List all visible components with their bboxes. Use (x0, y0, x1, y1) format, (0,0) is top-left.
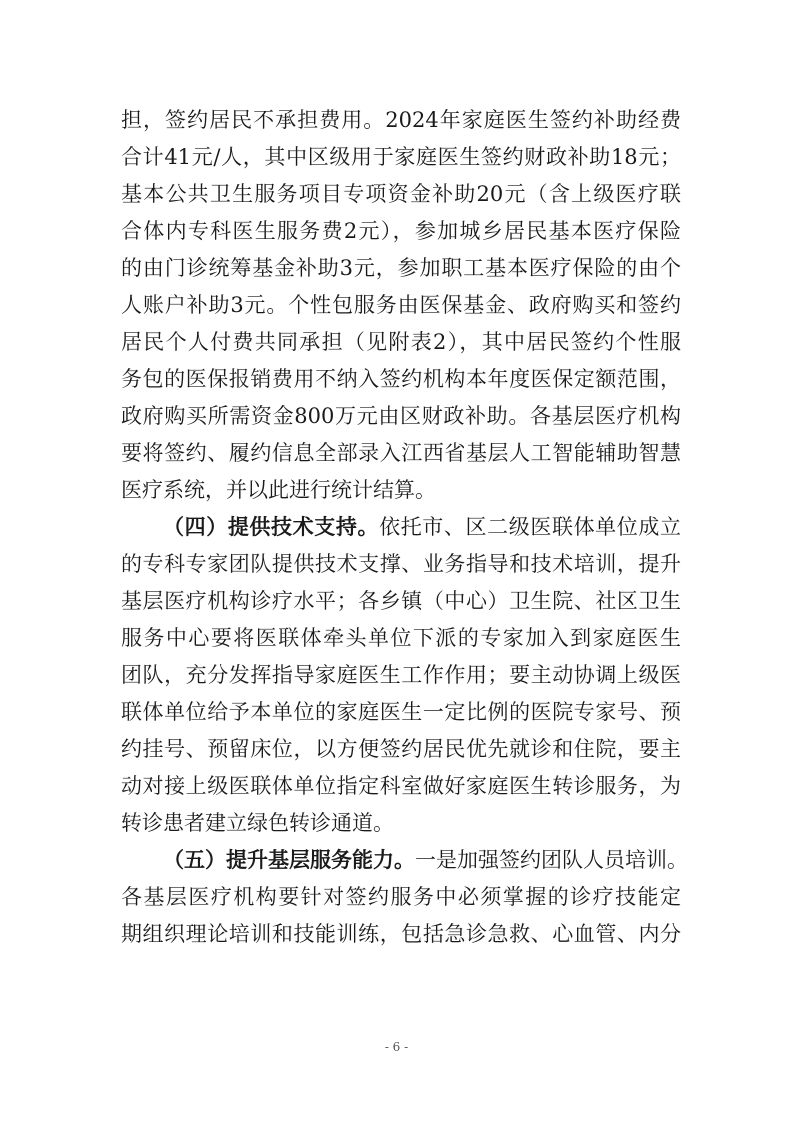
section-4-text: 依托市、区二级医联体单位成立 (379, 515, 682, 539)
paragraph-line: 务包的医保报销费用不纳入签约机构本年度医保定额范围， (121, 367, 681, 391)
paragraph-line: 转诊患者建立绿色转诊通道。 (121, 811, 394, 835)
paragraph-line: 的由门诊统筹基金补助3元，参加职工基本医疗保险的由个 (121, 256, 681, 280)
paragraph-line: 政府购买所需资金800万元由区财政补助。各基层医疗机构 (121, 404, 681, 428)
paragraph-line: 基本公共卫生服务项目专项资金补助20元（含上级医疗联 (121, 182, 681, 206)
paragraph-line: 合体内专科医生服务费2元），参加城乡居民基本医疗保险 (121, 219, 681, 243)
paragraph-line: 联体单位给予本单位的家庭医生一定比例的医院专家号、预 (121, 700, 681, 724)
section-4-first-line (163, 515, 681, 539)
paragraph-line: 合计41元/人，其中区级用于家庭医生签约财政补助18元； (121, 145, 681, 169)
paragraph-line: 服务中心要将医联体牵头单位下派的专家加入到家庭医生 (121, 626, 681, 650)
section-5-first-line (163, 847, 688, 872)
paragraph-line: 医疗系统，并以此进行统计结算。 (121, 478, 436, 502)
paragraph-line: 基层医疗机构诊疗水平；各乡镇（中心）卫生院、社区卫生 (121, 589, 681, 613)
paragraph-line: 动对接上级医联体单位指定科室做好家庭医生转诊服务，为 (121, 774, 681, 798)
paragraph-line: 各基层医疗机构要针对签约服务中必须掌握的诊疗技能定 (121, 885, 681, 909)
paragraph-line: 人账户补助3元。个性包服务由医保基金、政府购买和签约 (121, 293, 681, 317)
paragraph-line: 团队，充分发挥指导家庭医生工作作用；要主动协调上级医 (121, 663, 681, 687)
paragraph-line: 的专科专家团队提供技术支撑、业务指导和技术培训，提升 (121, 552, 681, 576)
paragraph-line: 要将签约、履约信息全部录入江西省基层人工智能辅助智慧 (121, 441, 681, 465)
page-number: - 6 - (384, 1040, 409, 1054)
section-4-heading: （四）提供技术支持。 (163, 514, 380, 539)
section-5-text: 一是加强签约团队人员培训。 (415, 848, 688, 872)
paragraph-line: 约挂号、预留床位，以方便签约居民优先就诊和住院，要主 (121, 737, 681, 761)
paragraph-line: 期组织理论培训和技能训练，包括急诊急救、心血管、内分 (121, 922, 681, 946)
paragraph-line: 居民个人付费共同承担（见附表2），其中居民签约个性服 (121, 330, 681, 354)
section-5-heading: （五）提升基层服务能力。 (163, 847, 415, 872)
paragraph-line: 担，签约居民不承担费用。2024年家庭医生签约补助经费 (121, 108, 681, 132)
